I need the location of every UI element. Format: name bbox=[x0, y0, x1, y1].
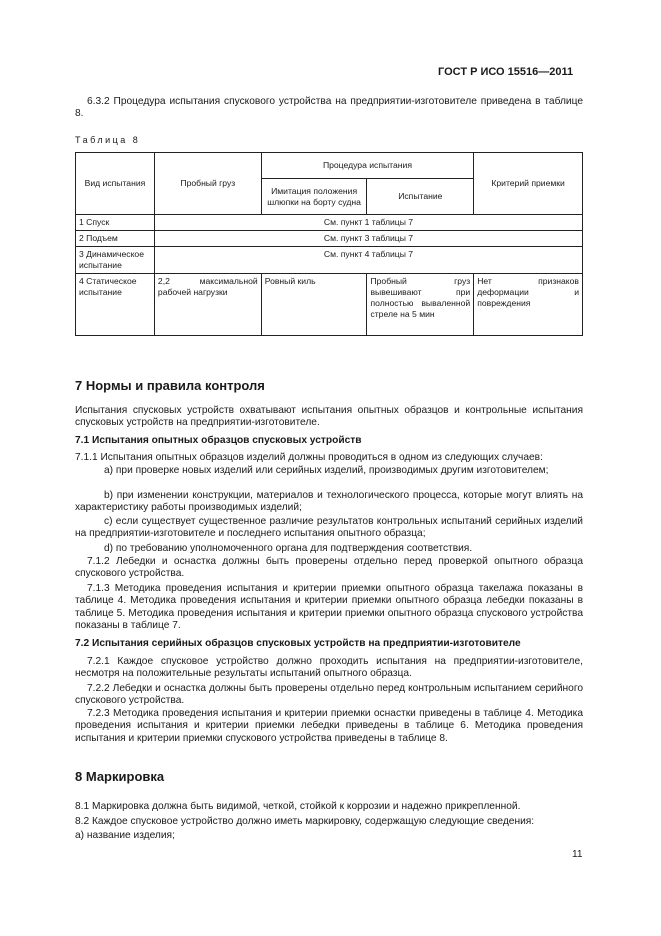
section-7-1-title: 7.1 Испытания опытных образцов спусковых устройств bbox=[75, 435, 362, 446]
section-7-title: 7 Нормы и правила контроля bbox=[75, 378, 265, 393]
header-test-type: Вид испытания bbox=[76, 153, 155, 215]
table-8 bbox=[75, 152, 583, 336]
paragraph-7-1-1-b: b) при изменении конструкции, материалов и технологического процесса, которые могут влиять на характеристику работы производимых изделий; bbox=[75, 490, 583, 514]
paragraph-8-2: 8.2 Каждое спусковое устройство должно иметь маркировку, содержащую следующие сведения: bbox=[75, 816, 535, 827]
row-name: 1 Спуск bbox=[76, 215, 155, 231]
header-procedure: Процедура испытания bbox=[261, 153, 474, 179]
paragraph-6-3-2: 6.3.2 Процедура испытания спускового устройства на предприятии-изготовителе приведена в таблице 8. bbox=[75, 96, 583, 120]
header-imitation: Имитация положения шлюпки на борту судна bbox=[261, 179, 367, 215]
row-name: 3 Динамическое испытание bbox=[76, 247, 155, 274]
header-criterion: Критерий приемки bbox=[474, 153, 583, 215]
header-test: Испытание bbox=[367, 179, 474, 215]
header-load: Пробный груз bbox=[154, 153, 261, 215]
row-reference: См. пункт 1 таблицы 7 bbox=[154, 215, 582, 231]
paragraph-7-1-2: 7.1.2 Лебедки и оснастка должны быть проверены отдельно перед проверкой опытного образца спускового устройства. bbox=[75, 556, 583, 580]
paragraph-7-2-2: 7.2.2 Лебедки и оснастка должны быть проверены отдельно перед контрольным испытанием серийного спускового устройства. bbox=[75, 683, 583, 707]
document-header: ГОСТ Р ИСО 15516—2011 bbox=[438, 66, 574, 78]
page-number: 11 bbox=[572, 849, 583, 860]
paragraph-7-1-1-c: c) если существует существенное различие результатов контрольных испытаний серийных изделий на предприятии-изготовителе и последнего испытания опытного образца; bbox=[75, 516, 583, 540]
row-test: Пробный груз вывешивают при полностью вываленной стреле на 5 мин bbox=[367, 274, 474, 336]
row-imitation: Ровный киль bbox=[261, 274, 367, 336]
table-caption: Таблица 8 bbox=[75, 135, 141, 145]
row-load: 2,2 максимальной рабочей нагрузки bbox=[154, 274, 261, 336]
section-8-title: 8 Маркировка bbox=[75, 769, 165, 784]
paragraph-7-1-1-a: а) при проверке новых изделий или серийных изделий, производимых другим изготовителем; bbox=[104, 465, 549, 476]
paragraph-7-2-1: 7.2.1 Каждое спусковое устройство должно проходить испытания на предприятии-изготовителе, несмотря на положительные результаты испытаний опытного образца. bbox=[75, 656, 583, 680]
paragraph-8-2-a: а) название изделия; bbox=[75, 830, 175, 841]
paragraph-8-1: 8.1 Маркировка должна быть видимой, четкой, стойкой к коррозии и надежно прикрепленной. bbox=[75, 801, 521, 812]
row-reference: См. пункт 4 таблицы 7 bbox=[154, 247, 582, 274]
section-7-intro: Испытания спусковых устройств охватывают испытания опытных образцов и контрольные испытания спусковых устройств на предприятии-изготовителе. bbox=[75, 405, 583, 429]
section-7-2-title: 7.2 Испытания серийных образцов спусковых устройств на предприятии-изготовителе bbox=[75, 638, 521, 649]
row-name: 4 Статическое испытание bbox=[76, 274, 155, 336]
paragraph-7-2-3: 7.2.3 Методика проведения испытания и критерии приемки оснастки приведены в таблице 4. Методика проведения испытания и критерии приемки лебедки приведены в таблице 6. Методика проведения испытания и критерии приемки спускового устройства приведены в таблице 8. bbox=[75, 708, 583, 744]
row-reference: См. пункт 3 таблицы 7 bbox=[154, 231, 582, 247]
paragraph-7-1-3: 7.1.3 Методика проведения испытания и критерии приемки опытного образца такелажа показаны в таблице 4. Методика проведения испытания и критерии приемки опытного образца лебедки показаны в таблице 5. Методика проведения испытания и критерии приемки опытного образца спускового устройства показаны в таблице 7. bbox=[75, 583, 583, 631]
row-name: 2 Подъем bbox=[76, 231, 155, 247]
row-criterion: Нет признаков деформации и повреждения bbox=[474, 274, 583, 336]
paragraph-7-1-1: 7.1.1 Испытания опытных образцов изделий должны проводиться в одном из следующих случаев: bbox=[75, 452, 543, 463]
paragraph-7-1-1-d: d) по требованию уполномоченного органа для подтверждения соответствия. bbox=[104, 543, 473, 554]
